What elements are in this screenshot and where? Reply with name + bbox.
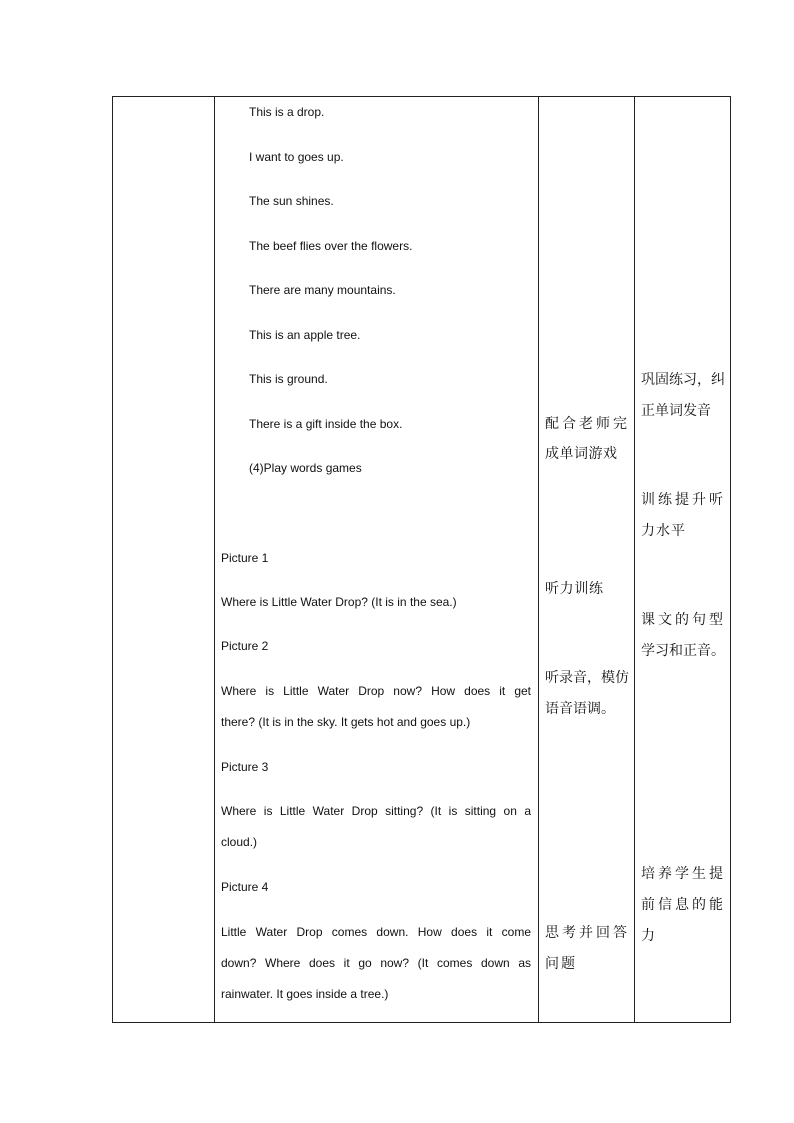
picture-1-question: Where is Little Water Drop? (It is in the sea.)	[221, 595, 457, 609]
picture-3-question-line: cloud.)	[221, 835, 258, 849]
activity-line: This is a drop.	[249, 105, 325, 119]
student-activity-text: 思考并回答	[545, 925, 627, 941]
student-activity-text: 语音语调。	[545, 701, 615, 717]
activity-line: I want to goes up.	[249, 150, 344, 164]
picture-2-question-line: Where is Little Water Drop now? How does it get	[221, 684, 531, 698]
picture-2-question-line: there? (It is in the sky. It gets hot and goes up.)	[221, 715, 471, 729]
picture-4-question-line: down? Where does it go now? (It comes down as	[221, 956, 531, 970]
design-intent-text: 训练提升听	[641, 492, 723, 508]
activity-line: The sun shines.	[249, 194, 334, 208]
activity-line: There is a gift inside the box.	[249, 417, 403, 431]
design-intent-text: 培养学生提	[641, 866, 723, 882]
picture-2-label: Picture 2	[221, 639, 269, 653]
design-intent-text: 课文的句型	[641, 612, 723, 628]
picture-4-question-line: Little Water Drop comes down. How does it come	[221, 925, 531, 939]
student-activity-text: 问题	[545, 956, 575, 972]
design-intent-text: 巩固练习，纠	[641, 372, 725, 388]
design-intent-text: 正单词发音	[641, 403, 711, 419]
student-activity-text: 听录音，模仿	[545, 670, 629, 686]
design-intent-text: 力	[641, 928, 655, 944]
column-divider-3	[634, 97, 635, 1022]
activity-line: This is ground.	[249, 372, 328, 386]
design-intent-text: 前信息的能	[641, 897, 723, 913]
activity-line: This is an apple tree.	[249, 328, 361, 342]
picture-4-label: Picture 4	[221, 880, 269, 894]
picture-4-question-line: rainwater. It goes inside a tree.)	[221, 987, 389, 1001]
activity-line: There are many mountains.	[249, 283, 396, 297]
column-divider-2	[538, 97, 539, 1022]
picture-1-label: Picture 1	[221, 551, 269, 565]
lesson-plan-table	[112, 96, 731, 1023]
activity-line: (4)Play words games	[249, 461, 362, 475]
design-intent-text: 力水平	[641, 523, 685, 539]
picture-3-label: Picture 3	[221, 760, 269, 774]
activity-line: The beef flies over the flowers.	[249, 239, 413, 253]
student-activity-text: 听力训练	[545, 581, 603, 597]
student-activity-text: 配合老师完	[545, 416, 627, 432]
column-divider-1	[214, 97, 215, 1022]
picture-3-question-line: Where is Little Water Drop sitting? (It is sitting on a	[221, 804, 531, 818]
design-intent-text: 学习和正音。	[641, 643, 725, 659]
student-activity-text: 成单词游戏	[545, 446, 617, 462]
